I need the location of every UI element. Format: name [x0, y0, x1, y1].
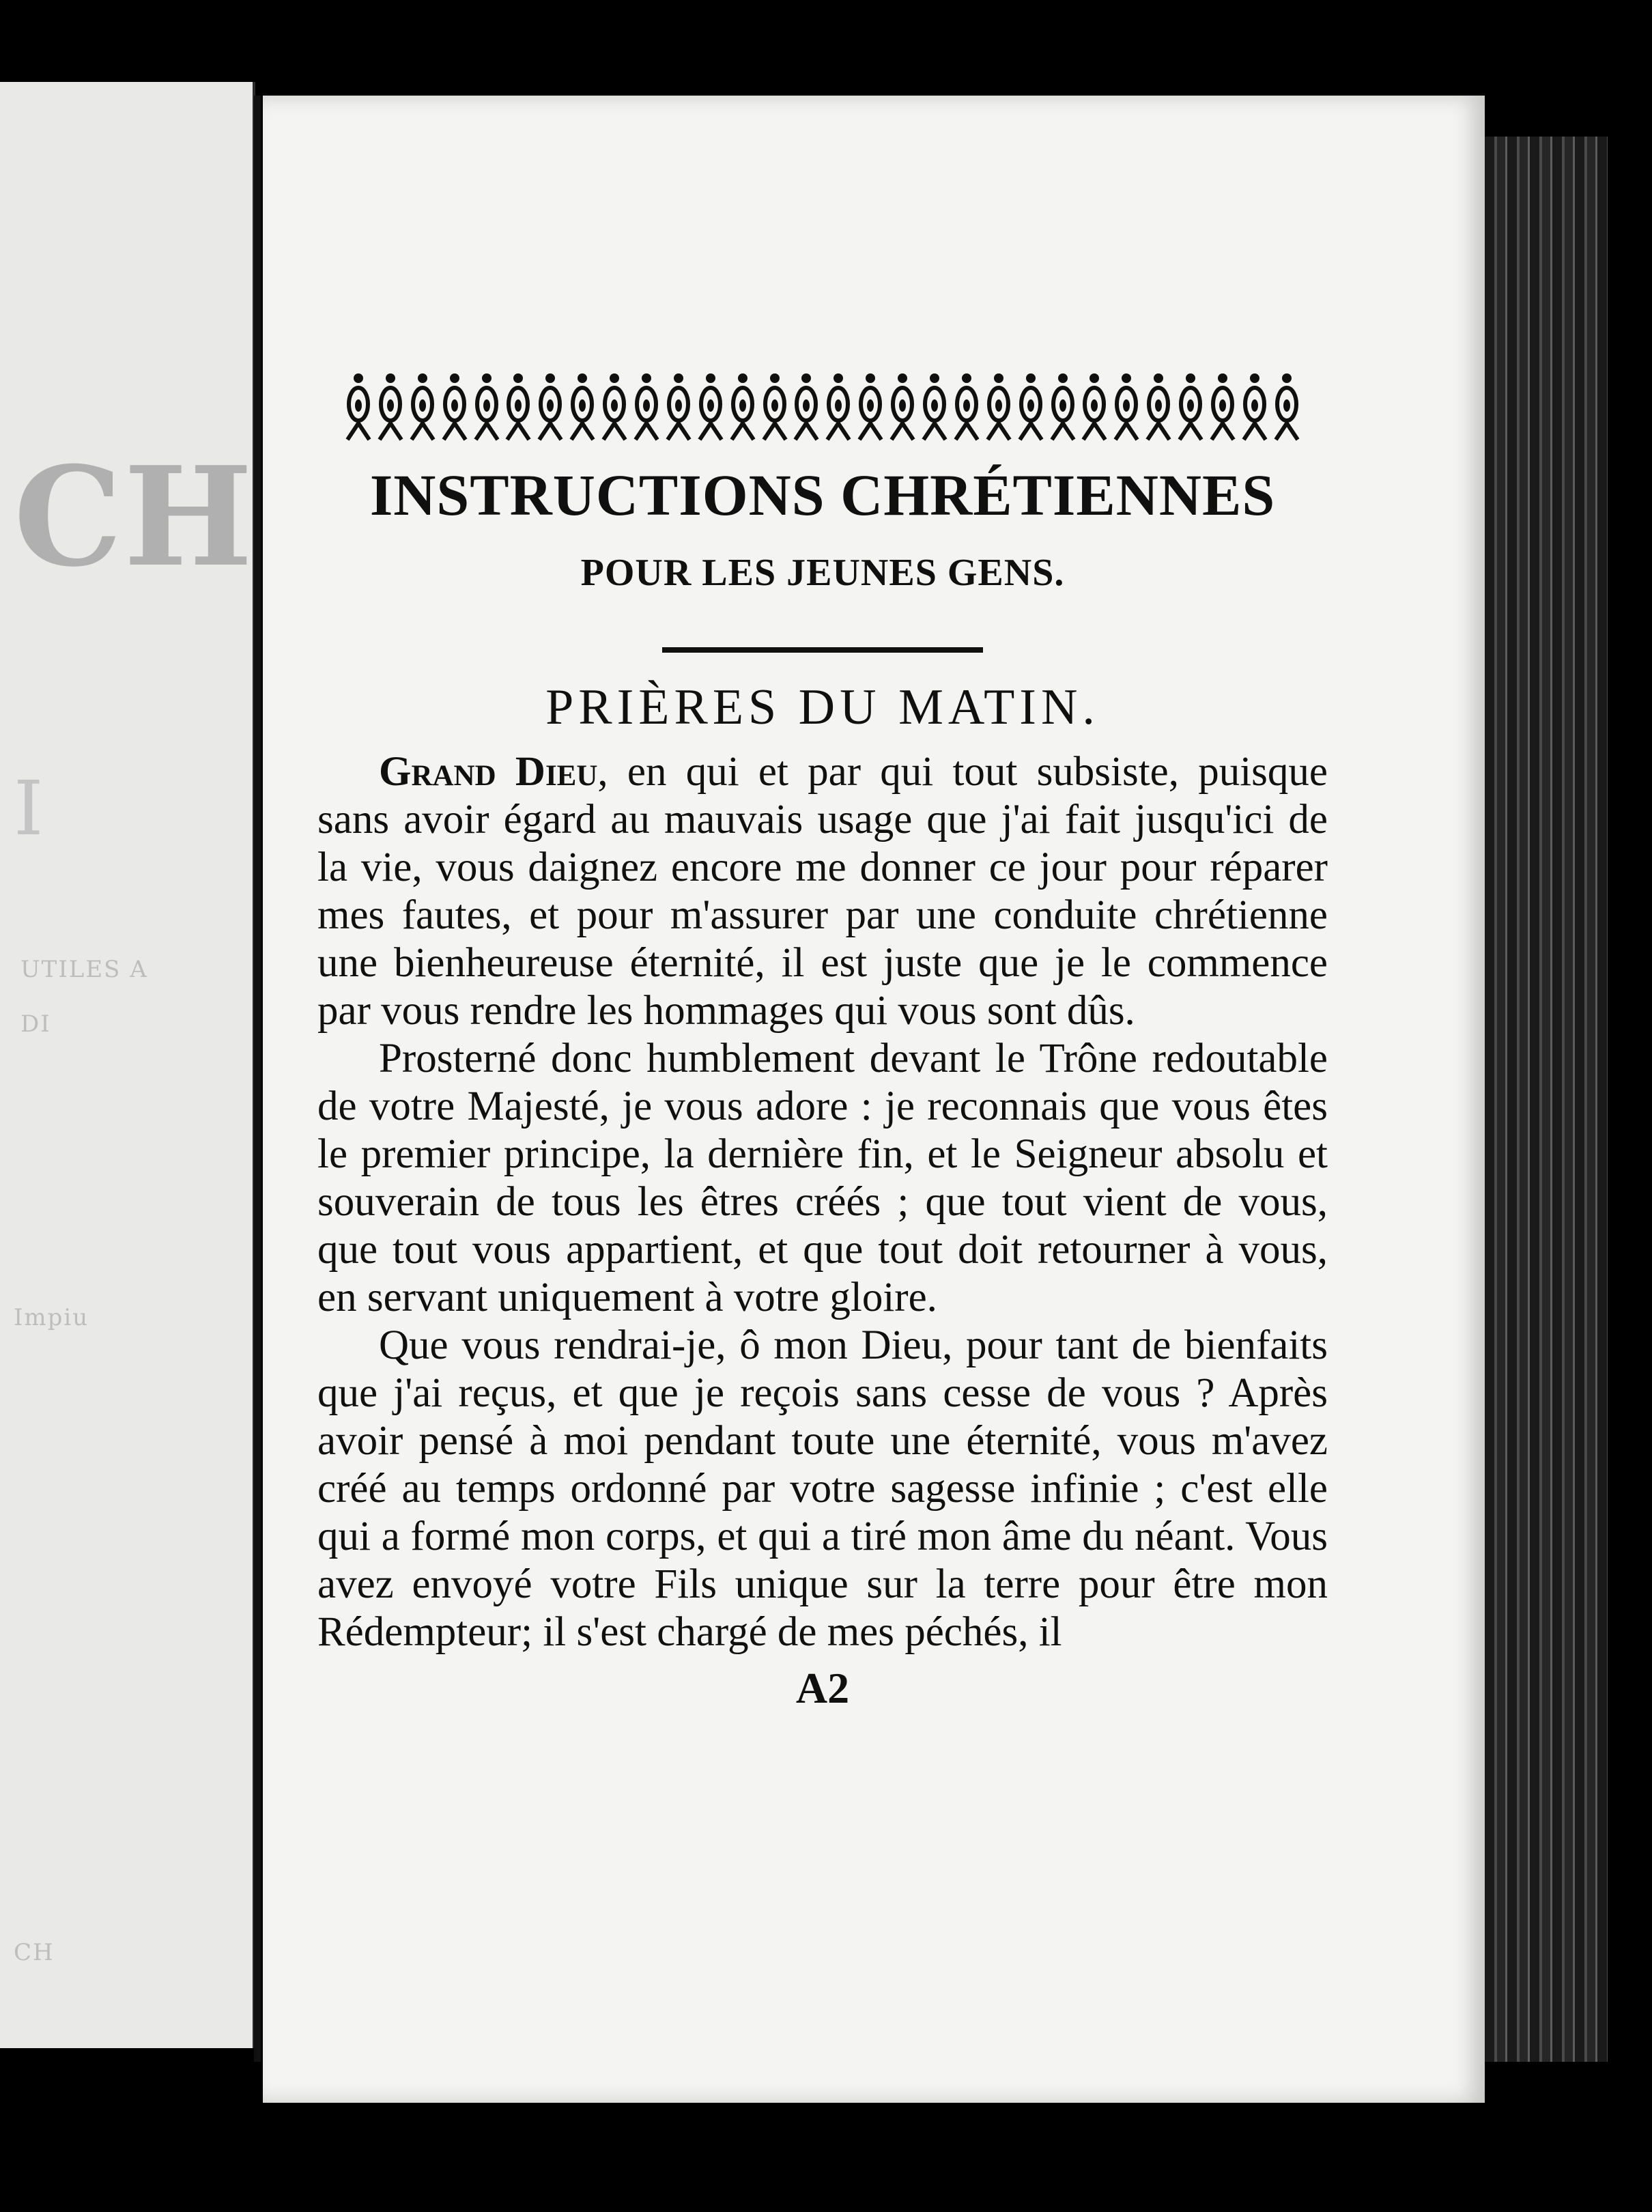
fleuron-ornament-icon — [1241, 369, 1268, 444]
fleuron-ornament-icon — [793, 369, 820, 444]
fleuron-ornament-icon — [537, 369, 564, 444]
fleuron-ornament-icon — [1177, 369, 1204, 444]
ornamental-border — [345, 369, 1300, 444]
fleuron-ornament-icon — [1081, 369, 1108, 444]
book-gutter — [254, 96, 261, 2062]
paragraph-2: Prosterné donc humblement devant le Trône redoutable de votre Majesté, je vous adore : je reconnais que vous êtes le premier principe, la dernière fin, et le Seigneur absolu et souverain de tous les êtres créés ; que tout vient de vous, que tout vous appartient, et que tout doit retourner à vous, en servant uniquement à votre gloire. — [317, 1035, 1328, 1320]
facing-page — [0, 82, 255, 2048]
page-subtitle: POUR LES JEUNES GENS. — [580, 551, 1065, 594]
fleuron-ornament-icon — [473, 369, 500, 444]
facing-page-title-fragment: CH — [14, 437, 255, 597]
section-heading: PRIÈRES DU MATIN. — [545, 679, 1100, 736]
fleuron-ornament-icon — [1049, 369, 1077, 444]
body-text — [317, 748, 1328, 1656]
fleuron-ornament-icon — [409, 369, 436, 444]
signature-mark: A2 — [795, 1663, 850, 1712]
facing-page-text-fragment: DI — [20, 1010, 51, 1038]
fleuron-ornament-icon — [1017, 369, 1044, 444]
book-page — [263, 96, 1485, 2103]
fleuron-ornament-icon — [504, 369, 532, 444]
fleuron-ornament-icon — [601, 369, 628, 444]
fleuron-ornament-icon — [569, 369, 596, 444]
fleuron-ornament-icon — [377, 369, 404, 444]
fleuron-ornament-icon — [825, 369, 852, 444]
fleuron-ornament-icon — [889, 369, 916, 444]
fleuron-ornament-icon — [633, 369, 660, 444]
title-rule — [662, 647, 983, 653]
fleuron-ornament-icon — [1209, 369, 1236, 444]
fleuron-ornament-icon — [1273, 369, 1300, 444]
facing-page-text-fragment: CH — [14, 1939, 55, 1966]
fleuron-ornament-icon — [729, 369, 756, 444]
facing-page-text-fragment: UTILES A — [20, 956, 148, 983]
fleuron-ornament-icon — [697, 369, 724, 444]
fleuron-ornament-icon — [921, 369, 948, 444]
fleuron-ornament-icon — [345, 369, 372, 444]
page-title: INSTRUCTIONS CHRÉTIENNES — [369, 462, 1276, 528]
fleuron-ornament-icon — [857, 369, 884, 444]
fleuron-ornament-icon — [985, 369, 1012, 444]
paragraph-1-text: , en qui et par qui tout subsiste, puisque sans avoir égard au mauvais usage que j'ai fait jusqu'ici de la vie, vous daignez encore me donner ce jour pour réparer mes fautes, et pour m'assurer par une conduite chrétienne une bienheureuse éternité, il est juste que je le commence par vous rendre les hommages qui vous sont dûs. — [317, 748, 1328, 1034]
fleuron-ornament-icon — [665, 369, 692, 444]
fleuron-ornament-icon — [761, 369, 788, 444]
fleuron-ornament-icon — [1145, 369, 1172, 444]
page-content — [317, 369, 1328, 1714]
facing-page-letter-fragment: I — [14, 765, 45, 852]
paragraph-1 — [317, 748, 1328, 1035]
fleuron-ornament-icon — [441, 369, 468, 444]
paragraph-lead-words: Grand Dieu — [379, 748, 598, 795]
fleuron-ornament-icon — [953, 369, 980, 444]
fleuron-ornament-icon — [1113, 369, 1140, 444]
page-edges — [1485, 137, 1608, 2062]
facing-page-text-fragment: Impiu — [14, 1304, 89, 1331]
paragraph-3: Que vous rendrai-je, ô mon Dieu, pour tant de bienfaits que j'ai reçus, et que je reçois sans cesse de vous ? Après avoir pensé à moi pendant toute une éternité, vous m'avez créé au temps ordonné par votre sagesse infinie ; c'est elle qui a formé mon corps, et qui a tiré mon âme du néant. Vous avez envoyé votre Fils unique sur la terre pour être mon Rédempteur; il s'est chargé de mes péchés, il — [317, 1322, 1328, 1655]
